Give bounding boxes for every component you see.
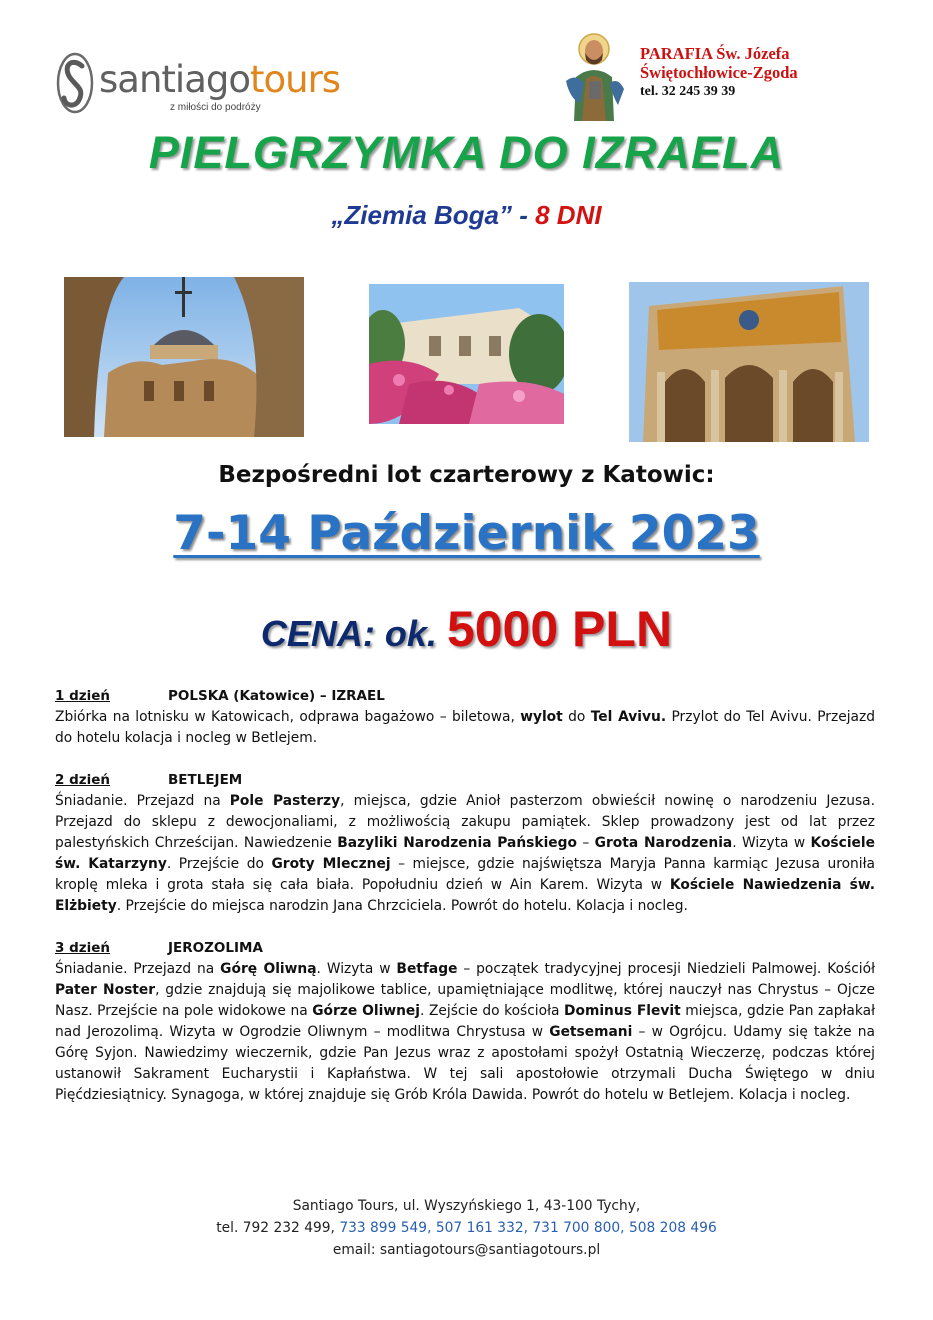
footer-contact [0, 1195, 933, 1261]
footer-phones [0, 1217, 933, 1239]
text-segment: Śniadanie. Przejazd na [55, 793, 230, 809]
santiago-tours-logo [55, 52, 355, 122]
saint-joseph-image [556, 33, 632, 121]
parish-info [640, 44, 798, 101]
subtitle-text: „Ziemia Boga” - [331, 200, 536, 230]
highlighted-place: Kościele Nawiedzenia św. Elżbiety [55, 877, 875, 914]
day-label: 1 dzień [55, 688, 111, 704]
highlighted-place: Groty Mlecznej [271, 856, 391, 872]
day-heading [55, 938, 875, 959]
text-segment: . Przejście do miejsca narodzin Jana Chrzciciela. Powrót do hotelu. Kolacja i nocleg. [116, 898, 688, 914]
day-title: POLSKA (Katowice) – IZRAEL [168, 688, 385, 704]
text-segment: , gdzie znajdują się majolikowe tablice, upamiętniające modlitwę, której nauczył nas Chrystus – Ojcze Nasz. Przejście na pole widokowe na [55, 982, 876, 1019]
text-segment: , miejsca, gdzie Anioł pasterzom obwieścił nowinę o narodzeniu Jezusa. Przejazd do sklepu z dewocjonaliami, z możliwością zakupu pamiątek. Sklep prowadzony jest od lat przez palestyńskich Chrześcijan. Nawiedzenie [55, 793, 875, 851]
logo-wordmark: santiagotours [99, 58, 341, 101]
price [0, 600, 933, 658]
logo-s-emblem-icon [55, 52, 95, 114]
footer-phone-others: 733 899 549, 507 161 332, 731 700 800, 508 208 496 [339, 1220, 717, 1236]
text-segment: – miejsce, gdzie najświętsza Maryja Panna karmiąc Jezusa uroniła kroplę mleka i grota stała się cała biała. Popołudniu dzień w Ain Karem. Wizyta w [55, 856, 875, 893]
photo-holy-sepulchre [64, 277, 304, 437]
day-heading [55, 686, 875, 707]
flight-info: Bezpośredni lot czarterowy z Katowic: [218, 462, 715, 488]
highlighted-place: Górę Oliwną [220, 961, 317, 977]
text-segment: Zbiórka na lotnisku w Katowicach, odprawa bagażowo – biletowa, [55, 709, 521, 725]
subtitle-days: 8 DNI [535, 200, 602, 230]
text-segment: do [562, 709, 591, 725]
text-segment: . Wizyta w [732, 835, 811, 851]
photo-mount-of-beatitudes [369, 284, 564, 424]
price-label: CENA: ok. [260, 613, 447, 654]
highlighted-place: Tel Avivu. [590, 709, 667, 725]
footer-phone-main: tel. 792 232 499, [216, 1220, 340, 1236]
text-segment: Przylot do Tel Avivu. Przejazd do hotelu kolacja i nocleg w Betlejem. [55, 709, 875, 746]
page-title: PIELGRZYMKA DO IZRAELA [148, 127, 785, 178]
highlighted-place: Getsemani [549, 1024, 633, 1040]
text-segment: – w Ogrójcu. Udamy się także na Górę Syjon. Nawiedzimy wieczernik, gdzie Pan Jezus wraz z apostołami spożył Ostatnią Wieczerzę, podczas której ustanowił Sakrament Eucharystii i Kapłaństwa. W tej sali apostołowie otrzymali Ducha Świętego w dniu Pięćdziesiątnicy. Synagoga, w której znajduje się Grób Króla Dawida. Powrót do hotelu w Betlejem. Kolacja i nocleg. [55, 1024, 875, 1103]
highlighted-place: Górze Oliwnej [312, 1003, 421, 1019]
text-segment: Śniadanie. Przejazd na [55, 961, 221, 977]
highlighted-place: Kościele św. Katarzyny [55, 835, 875, 872]
highlighted-place: wylot [520, 709, 563, 725]
text-segment: . Zejście do kościoła [420, 1003, 565, 1019]
text-segment: miejsca, gdzie Pan zapłakał nad Jerozolimą. Wizyta w Ogrodzie Oliwnym – modlitwa Chrystusa w [55, 1003, 876, 1040]
highlighted-place: Dominus Flevit [564, 1003, 681, 1019]
day-heading [55, 770, 875, 791]
price-value: 5000 PLN [446, 601, 673, 657]
footer-email: email: santiagotours@santiagotours.pl [332, 1242, 601, 1258]
highlighted-place: Bazyliki Narodzenia Pańskiego [337, 835, 578, 851]
text-segment: . Wizyta w [316, 961, 397, 977]
trip-dates: 7-14 Październik 2023 [173, 506, 760, 561]
footer-address: Santiago Tours, ul. Wyszyńskiego 1, 43-100 Tychy, [292, 1198, 641, 1214]
highlighted-place: Betfage [396, 961, 458, 977]
day-label: 3 dzień [55, 940, 111, 956]
highlighted-place: Grota Narodzenia [594, 835, 733, 851]
day-description [55, 791, 875, 917]
day-label: 2 dzień [55, 772, 111, 788]
day-description [55, 959, 875, 1106]
highlighted-place: Pole Pasterzy [229, 793, 341, 809]
day-title: JEROZOLIMA [168, 940, 263, 956]
parish-name: PARAFIA Św. Józefa [640, 44, 790, 63]
text-segment: . Przejście do [166, 856, 272, 872]
day-title: BETLEJEM [168, 772, 243, 788]
text-segment: – [577, 835, 595, 851]
page-subtitle [0, 200, 933, 231]
logo-tagline: z miłości do podróży [170, 102, 261, 113]
itinerary [55, 686, 875, 1127]
parish-location: Świętochłowice-Zgoda [640, 63, 798, 82]
photo-church-of-all-nations [629, 282, 869, 442]
parish-phone: tel. 32 245 39 39 [640, 84, 736, 99]
day-description [55, 707, 875, 749]
text-segment: – początek tradycyjnej procesji Niedzieli Palmowej. Kościół [457, 961, 875, 977]
highlighted-place: Pater Noster [55, 982, 156, 998]
